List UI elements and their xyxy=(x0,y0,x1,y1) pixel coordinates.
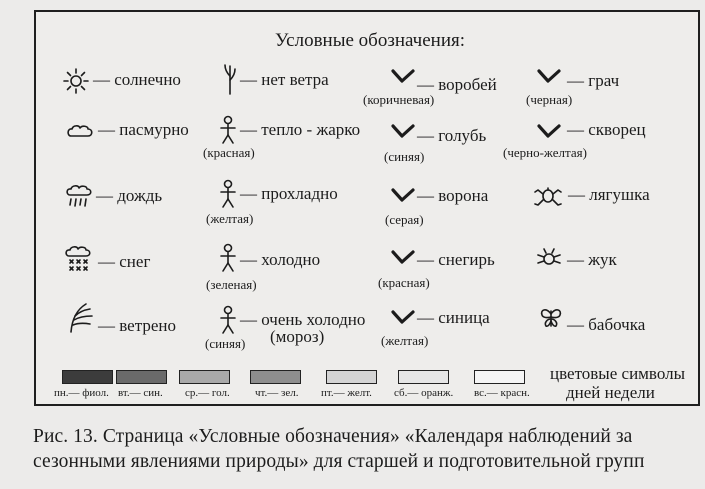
person-icon xyxy=(219,306,237,334)
weather-label-windy: — ветрено xyxy=(98,316,177,335)
bird-note-pigeon: (синяя) xyxy=(384,149,425,164)
bird-label-crow: — ворона xyxy=(417,186,489,205)
rain-cloud-icon xyxy=(65,184,93,208)
wind-icon xyxy=(66,300,96,334)
temp-label-no-wind: — нет ветра xyxy=(240,70,329,89)
figure-caption-line-2: сезонными явлениями природы» для старшей и подготовительной групп xyxy=(33,451,645,472)
no-wind-plant-icon xyxy=(222,62,238,96)
temp-note-frost: (синяя) xyxy=(205,336,246,351)
days-caption-1: цветовые символы xyxy=(550,364,686,383)
day-swatch-mon xyxy=(62,370,113,384)
butterfly-icon xyxy=(539,307,563,329)
bird-label-tit: — синица xyxy=(417,308,490,327)
animal-label-starling: — скворец xyxy=(567,120,646,139)
legend-title: Условные обозначения: xyxy=(275,30,466,51)
day-label-wed: ср.— гол. xyxy=(185,387,230,399)
bird-note-crow: (серая) xyxy=(385,212,424,227)
sun-icon xyxy=(63,68,89,94)
day-swatch-thu xyxy=(250,370,301,384)
frog-icon xyxy=(533,186,563,208)
bird-icon xyxy=(391,310,415,324)
animal-note-starling: (черно-желтая) xyxy=(503,145,587,160)
temp-label-frost: — очень холодно xyxy=(240,310,366,329)
bird-note-bullfinch: (красная) xyxy=(378,275,430,290)
temp-note-warm: (красная) xyxy=(203,145,255,160)
day-swatch-sat xyxy=(398,370,449,384)
temp-label-warm: — тепло - жарко xyxy=(240,120,361,139)
temp-note-cold: (зеленая) xyxy=(206,277,257,292)
day-swatch-fri xyxy=(326,370,377,384)
temp-note-cool: (желтая) xyxy=(206,211,254,226)
beetle-icon xyxy=(536,248,562,268)
animal-label-rook: — грач xyxy=(567,71,620,90)
weather-label-sunny: — солнечно xyxy=(93,70,181,89)
day-label-fri: пт.— желт. xyxy=(321,387,372,399)
bird-label-sparrow: — воробей xyxy=(417,75,497,94)
day-swatch-tue xyxy=(116,370,167,384)
snow-cloud-icon xyxy=(64,246,94,274)
day-label-sat: сб.— оранж. xyxy=(394,387,454,399)
temp-label-cold: — холодно xyxy=(240,250,321,269)
weather-label-rain: — дождь xyxy=(96,186,163,205)
animal-label-butterfly: — бабочка xyxy=(567,315,646,334)
day-label-sun: вс.— красн. xyxy=(474,387,530,399)
bird-note-tit: (желтая) xyxy=(381,333,429,348)
bird-icon xyxy=(537,69,561,83)
weather-label-cloudy: — пасмурно xyxy=(98,120,189,139)
bird-icon xyxy=(537,124,561,138)
animal-note-rook: (черная) xyxy=(526,92,573,107)
animal-label-beetle: — жук xyxy=(567,250,617,269)
person-icon xyxy=(219,180,237,208)
day-swatch-sun xyxy=(474,370,525,384)
person-icon xyxy=(219,116,237,144)
bird-label-pigeon: — голубь xyxy=(417,126,487,145)
days-caption-2: дней недели xyxy=(566,383,655,402)
temp-label-frost-2: (мороз) xyxy=(270,327,325,346)
day-swatch-wed xyxy=(179,370,230,384)
bird-icon xyxy=(391,188,415,202)
bird-label-bullfinch: — снегирь xyxy=(417,250,495,269)
day-label-thu: чт.— зел. xyxy=(255,387,299,399)
bird-note-sparrow: (коричневая) xyxy=(363,92,435,107)
bird-icon xyxy=(391,124,415,138)
day-label-tue: вт.— син. xyxy=(118,387,163,399)
bird-icon xyxy=(391,250,415,264)
temp-label-cool: — прохладно xyxy=(240,184,338,203)
cloud-icon xyxy=(66,124,94,138)
person-icon xyxy=(219,244,237,272)
animal-label-frog: — лягушка xyxy=(568,185,650,204)
day-label-mon: пн.— фиол. xyxy=(54,387,109,399)
bird-icon xyxy=(391,69,415,83)
weather-label-snow: — снег xyxy=(98,252,151,271)
figure-caption-line-1: Рис. 13. Страница «Условные обозначения» «Календаря наблюдений за xyxy=(33,426,633,447)
